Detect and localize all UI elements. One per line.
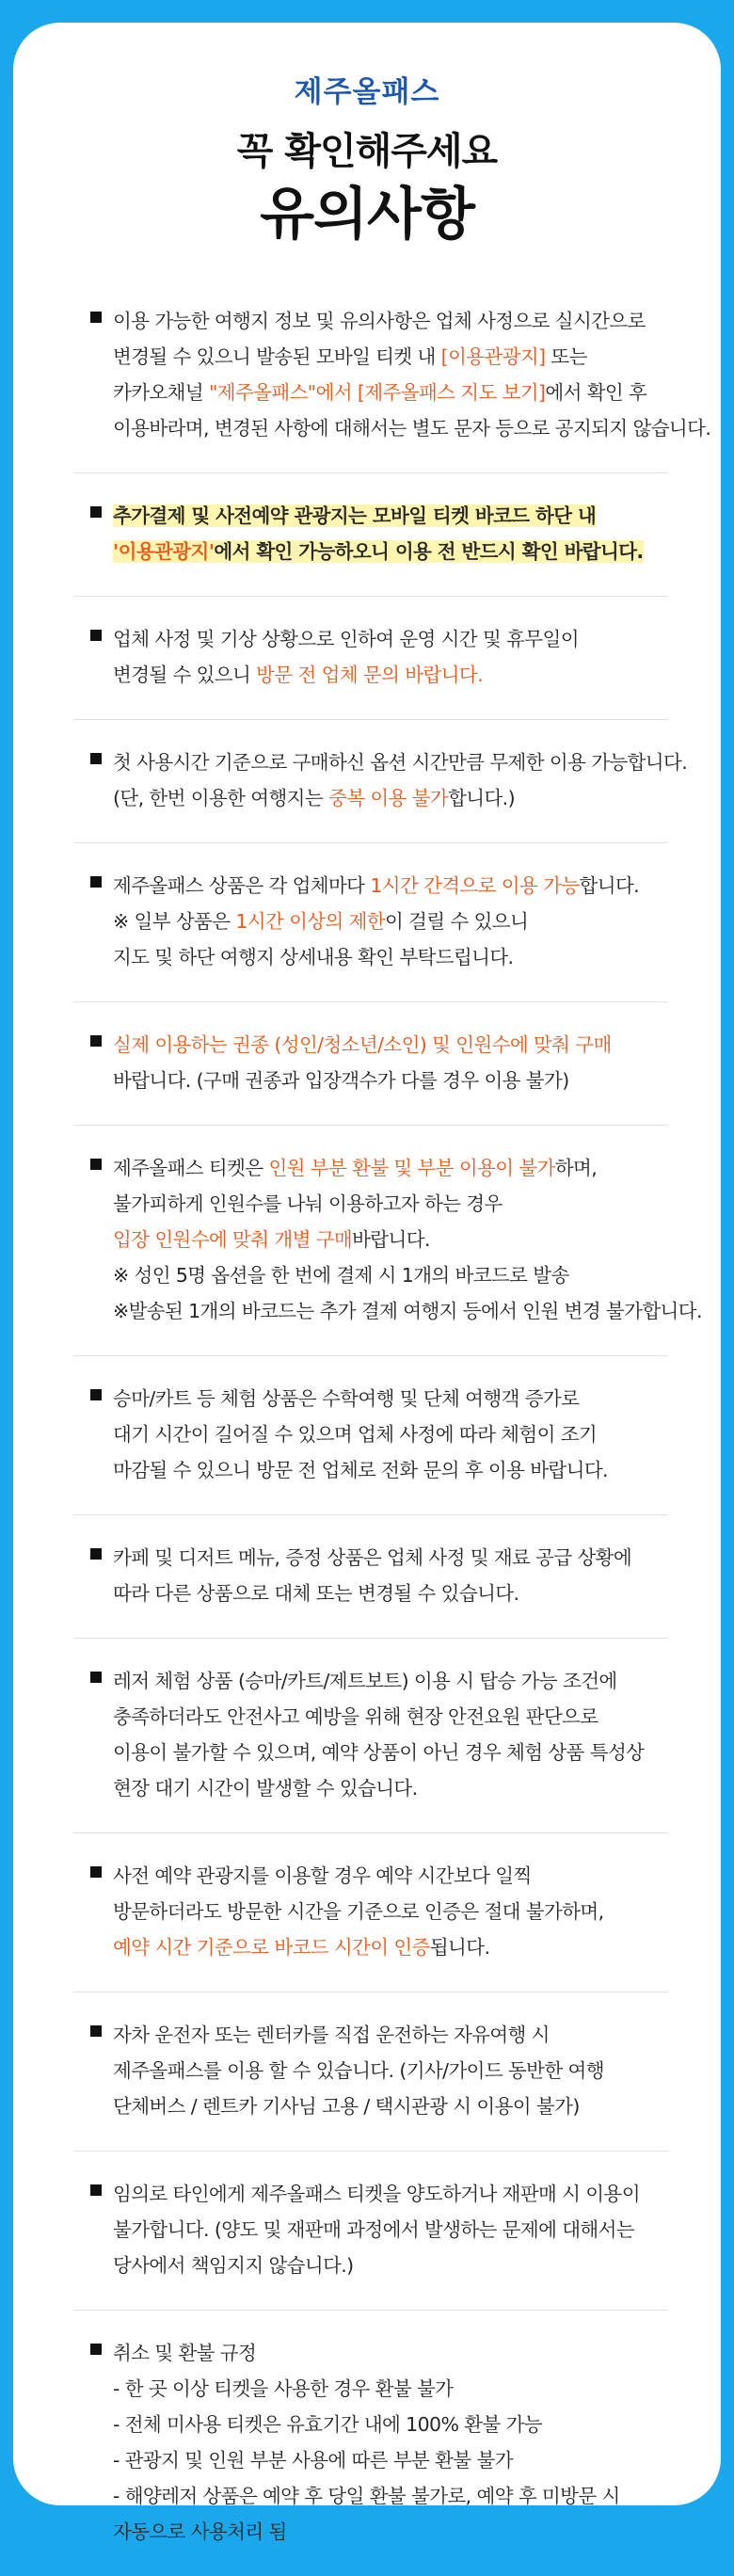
notice-text: 합니다. <box>579 874 640 897</box>
notice-card <box>13 23 721 2543</box>
notice-text: 제주올패스 티켓은 <box>113 1157 269 1179</box>
notice-text: 마감될 수 있으니 방문 전 업체로 전화 문의 후 이용 바랍니다. <box>113 1459 608 1481</box>
notice-line <box>113 1416 668 1452</box>
notice-line <box>113 534 668 569</box>
notice-text: ※ 일부 상품은 <box>113 910 236 933</box>
notice-text: - 해양레저 상품은 예약 후 당일 환불 불가로, 예약 후 미방문 시 <box>113 2485 620 2507</box>
notice-text: 현장 대기 시간이 발생할 수 있습니다. <box>113 1777 418 1800</box>
notice-item <box>73 1832 668 1992</box>
notice-line <box>113 303 668 339</box>
notice-line <box>113 1663 668 1699</box>
notice-text: 합니다.) <box>448 787 516 809</box>
notice-line <box>113 1257 668 1293</box>
page-subtitle: 꼭 확인해주세요 <box>236 130 498 174</box>
notice-text: - 전체 미사용 티켓은 유효기간 내에 100% 환불 가능 <box>113 2413 542 2436</box>
square-bullet-icon <box>90 1035 102 1047</box>
square-bullet-icon <box>90 1548 102 1560</box>
notice-text: 승마/카트 등 체험 상품은 수학여행 및 단체 여행객 증가로 <box>113 1387 580 1410</box>
notice-text: 바랍니다. (구매 권종과 입장객수가 다를 경우 이용 불가) <box>113 1069 569 1092</box>
notice-text: 이 걸릴 수 있으니 <box>385 910 529 933</box>
square-bullet-icon <box>90 1672 102 1683</box>
notice-text: 이용 가능한 여행지 정보 및 유의사항은 업체 사정으로 실시간으로 <box>113 310 646 332</box>
square-bullet-icon <box>90 1389 102 1400</box>
notice-line <box>113 1381 668 1416</box>
brand-logo: 제주올패스 <box>294 75 440 109</box>
notice-item <box>73 2310 668 2576</box>
highlighted-text: '이용관광지' <box>113 540 215 563</box>
square-bullet-icon <box>90 630 102 641</box>
notice-text: 불가합니다. (양도 및 재판매 과정에서 발생하는 문제에 대해서는 <box>113 2218 635 2241</box>
notice-text: 충족하더라도 안전사고 예방을 위해 현장 안전요원 판단으로 <box>113 1705 598 1728</box>
notice-text: 에서 확인 가능하오니 이용 전 반드시 확인 바랍니다. <box>214 540 644 563</box>
notice-item <box>73 1992 668 2151</box>
notice-text: (단, 한번 이용한 여행지는 <box>113 787 329 809</box>
notice-text: 에서 확인 후 <box>545 381 647 404</box>
notice-text: 단체버스 / 렌트카 기사님 고용 / 택시관광 시 이용이 불가) <box>113 2095 580 2118</box>
notice-text: 하며, <box>554 1157 598 1179</box>
notice-line <box>113 2514 668 2550</box>
notice-line <box>113 1222 668 1257</box>
notice-text: 취소 및 환불 규정 <box>113 2342 257 2364</box>
notice-text: 이용이 불가할 수 있으며, 예약 상품이 아닌 경우 체험 상품 특성상 <box>113 1741 645 1764</box>
notice-line <box>113 498 668 534</box>
notice-line <box>113 868 668 904</box>
notice-line <box>113 375 668 410</box>
highlighted-text: [이용관광지] <box>440 345 546 368</box>
notice-text: 임의로 타인에게 제주올패스 티켓을 양도하거나 재판매 시 이용이 <box>113 2183 640 2205</box>
highlighted-text: 예약 시간 기준으로 바코드 시간이 인증 <box>113 1936 430 1959</box>
square-bullet-icon <box>90 2344 102 2355</box>
square-bullet-icon <box>90 1866 102 1878</box>
notice-item <box>73 596 668 719</box>
notice-line <box>113 744 688 780</box>
highlighted-text: 인원 부분 환불 및 부분 이용이 불가 <box>268 1157 555 1179</box>
notice-text: 추가결제 및 사전예약 관광지는 모바일 티켓 바코드 하단 내 <box>113 504 597 527</box>
notice-text: 카카오채널 <box>113 381 209 404</box>
notice-line <box>113 2442 668 2478</box>
notice-text: 바랍니다. <box>352 1228 430 1251</box>
notice-text: 업체 사정 및 기상 상황으로 인하여 운영 시간 및 휴무일이 <box>113 628 579 650</box>
notice-line <box>113 1770 668 1806</box>
notice-line <box>113 657 668 693</box>
notice-line <box>113 1576 668 1611</box>
notice-item <box>73 279 711 472</box>
notice-line <box>113 1150 668 1186</box>
notice-line <box>113 2212 668 2248</box>
notice-line <box>113 2248 668 2283</box>
highlighted-text: 입장 인원수에 맞춰 개별 구매 <box>113 1228 353 1251</box>
header <box>13 23 721 250</box>
square-bullet-icon <box>90 1159 102 1170</box>
notice-text: 변경될 수 있으니 발송된 모바일 티켓 내 <box>113 345 441 368</box>
notice-line <box>113 1929 668 1965</box>
notice-item <box>73 1125 702 1355</box>
notice-text: 제주올패스 상품은 각 업체마다 <box>113 874 371 897</box>
square-bullet-icon <box>90 2184 102 2196</box>
notice-line <box>113 1858 668 1894</box>
notice-line <box>113 1027 668 1063</box>
notice-line <box>113 1540 668 1576</box>
notice-item <box>73 472 668 596</box>
notice-text: 대기 시간이 길어질 수 있으며 업체 사정에 따라 체험이 조기 <box>113 1423 598 1446</box>
notice-text: 방문하더라도 방문한 시간을 기준으로 인증은 절대 불가하며, <box>113 1900 604 1923</box>
notice-text: 따라 다른 상품으로 대체 또는 변경될 수 있습니다. <box>113 1582 519 1605</box>
notice-text: - 관광지 및 인원 부분 사용에 따른 부분 환불 불가 <box>113 2449 513 2472</box>
notice-line <box>113 2088 668 2124</box>
notice-text: 이용바라며, 변경된 사항에 대해서는 별도 문자 등으로 공지되지 않습니다. <box>113 417 711 440</box>
square-bullet-icon <box>90 506 102 518</box>
notice-line <box>113 1735 668 1770</box>
notice-line <box>113 1894 668 1929</box>
notice-line <box>113 2335 668 2371</box>
notice-line <box>113 904 668 939</box>
notice-text: 자차 운전자 또는 렌터카를 직접 운전하는 자유여행 시 <box>113 2024 550 2046</box>
notice-line <box>113 410 711 446</box>
square-bullet-icon <box>90 2025 102 2037</box>
notice-line <box>113 2017 668 2053</box>
notice-line <box>113 2053 668 2088</box>
notice-line <box>113 2176 668 2212</box>
notice-text: ※발송된 1개의 바코드는 추가 결제 여행지 등에서 인원 변경 불가합니다. <box>113 1300 702 1322</box>
notice-line <box>113 2478 668 2514</box>
notice-line <box>113 1186 668 1222</box>
highlighted-text: 1시간 이상의 제한 <box>235 910 386 933</box>
notice-text: 첫 사용시간 기준으로 구매하신 옵션 시간만큼 무제한 이용 가능합니다. <box>113 751 688 774</box>
page-title: 유의사항 <box>260 182 474 248</box>
highlighted-text: 실제 이용하는 권종 (성인/청소년/소인) 및 인원수에 맞춰 구매 <box>113 1033 612 1056</box>
notice-list <box>73 279 711 2576</box>
notice-item <box>73 1355 668 1514</box>
notice-text: 카페 및 디저트 메뉴, 증정 상품은 업체 사정 및 재료 공급 상황에 <box>113 1546 632 1569</box>
notice-item <box>73 719 688 842</box>
notice-text: 레저 체험 상품 (승마/카트/제트보트) 이용 시 탑승 가능 조건에 <box>113 1670 617 1692</box>
square-bullet-icon <box>90 876 102 888</box>
notice-line <box>113 1293 702 1329</box>
notice-text: 불가피하게 인원수를 나눠 이용하고자 하는 경우 <box>113 1192 503 1215</box>
highlighted-text: "제주올패스"에서 [제주올패스 지도 보기] <box>208 381 546 404</box>
notice-text: 사전 예약 관광지를 이용할 경우 예약 시간보다 일찍 <box>113 1864 532 1887</box>
square-bullet-icon <box>90 753 102 764</box>
notice-text: 됩니다. <box>429 1936 490 1959</box>
notice-text: 변경될 수 있으니 <box>113 664 257 686</box>
notice-item <box>73 1638 668 1832</box>
notice-text: 지도 및 하단 여행지 상세내용 확인 부탁드립니다. <box>113 946 514 968</box>
notice-line <box>113 939 668 975</box>
notice-item <box>73 842 668 1001</box>
notice-line <box>113 339 668 375</box>
notice-line <box>113 1063 668 1098</box>
notice-line <box>113 2407 668 2442</box>
notice-line <box>113 780 668 816</box>
notice-text: ※ 성인 5명 옵션을 한 번에 결제 시 1개의 바코드로 발송 <box>113 1264 569 1287</box>
notice-line <box>113 1699 668 1735</box>
square-bullet-icon <box>90 312 102 323</box>
notice-line <box>113 621 668 657</box>
notice-text: 또는 <box>545 345 587 368</box>
notice-line <box>113 1452 668 1488</box>
notice-item <box>73 2151 668 2310</box>
highlighted-text: 1시간 간격으로 이용 가능 <box>370 874 580 897</box>
notice-item <box>73 1514 668 1638</box>
notice-item <box>73 1001 668 1125</box>
highlighted-text: 방문 전 업체 문의 바랍니다. <box>256 664 483 686</box>
notice-text: - 한 곳 이상 티켓을 사용한 경우 환불 불가 <box>113 2377 454 2400</box>
notice-line <box>113 2371 668 2407</box>
highlighted-text: 중복 이용 불가 <box>328 787 449 809</box>
notice-text: 제주올패스를 이용 할 수 있습니다. (기사/가이드 동반한 여행 <box>113 2059 604 2082</box>
notice-text: 자동으로 사용처리 됨 <box>113 2520 287 2543</box>
notice-text: 당사에서 책임지지 않습니다.) <box>113 2254 354 2277</box>
